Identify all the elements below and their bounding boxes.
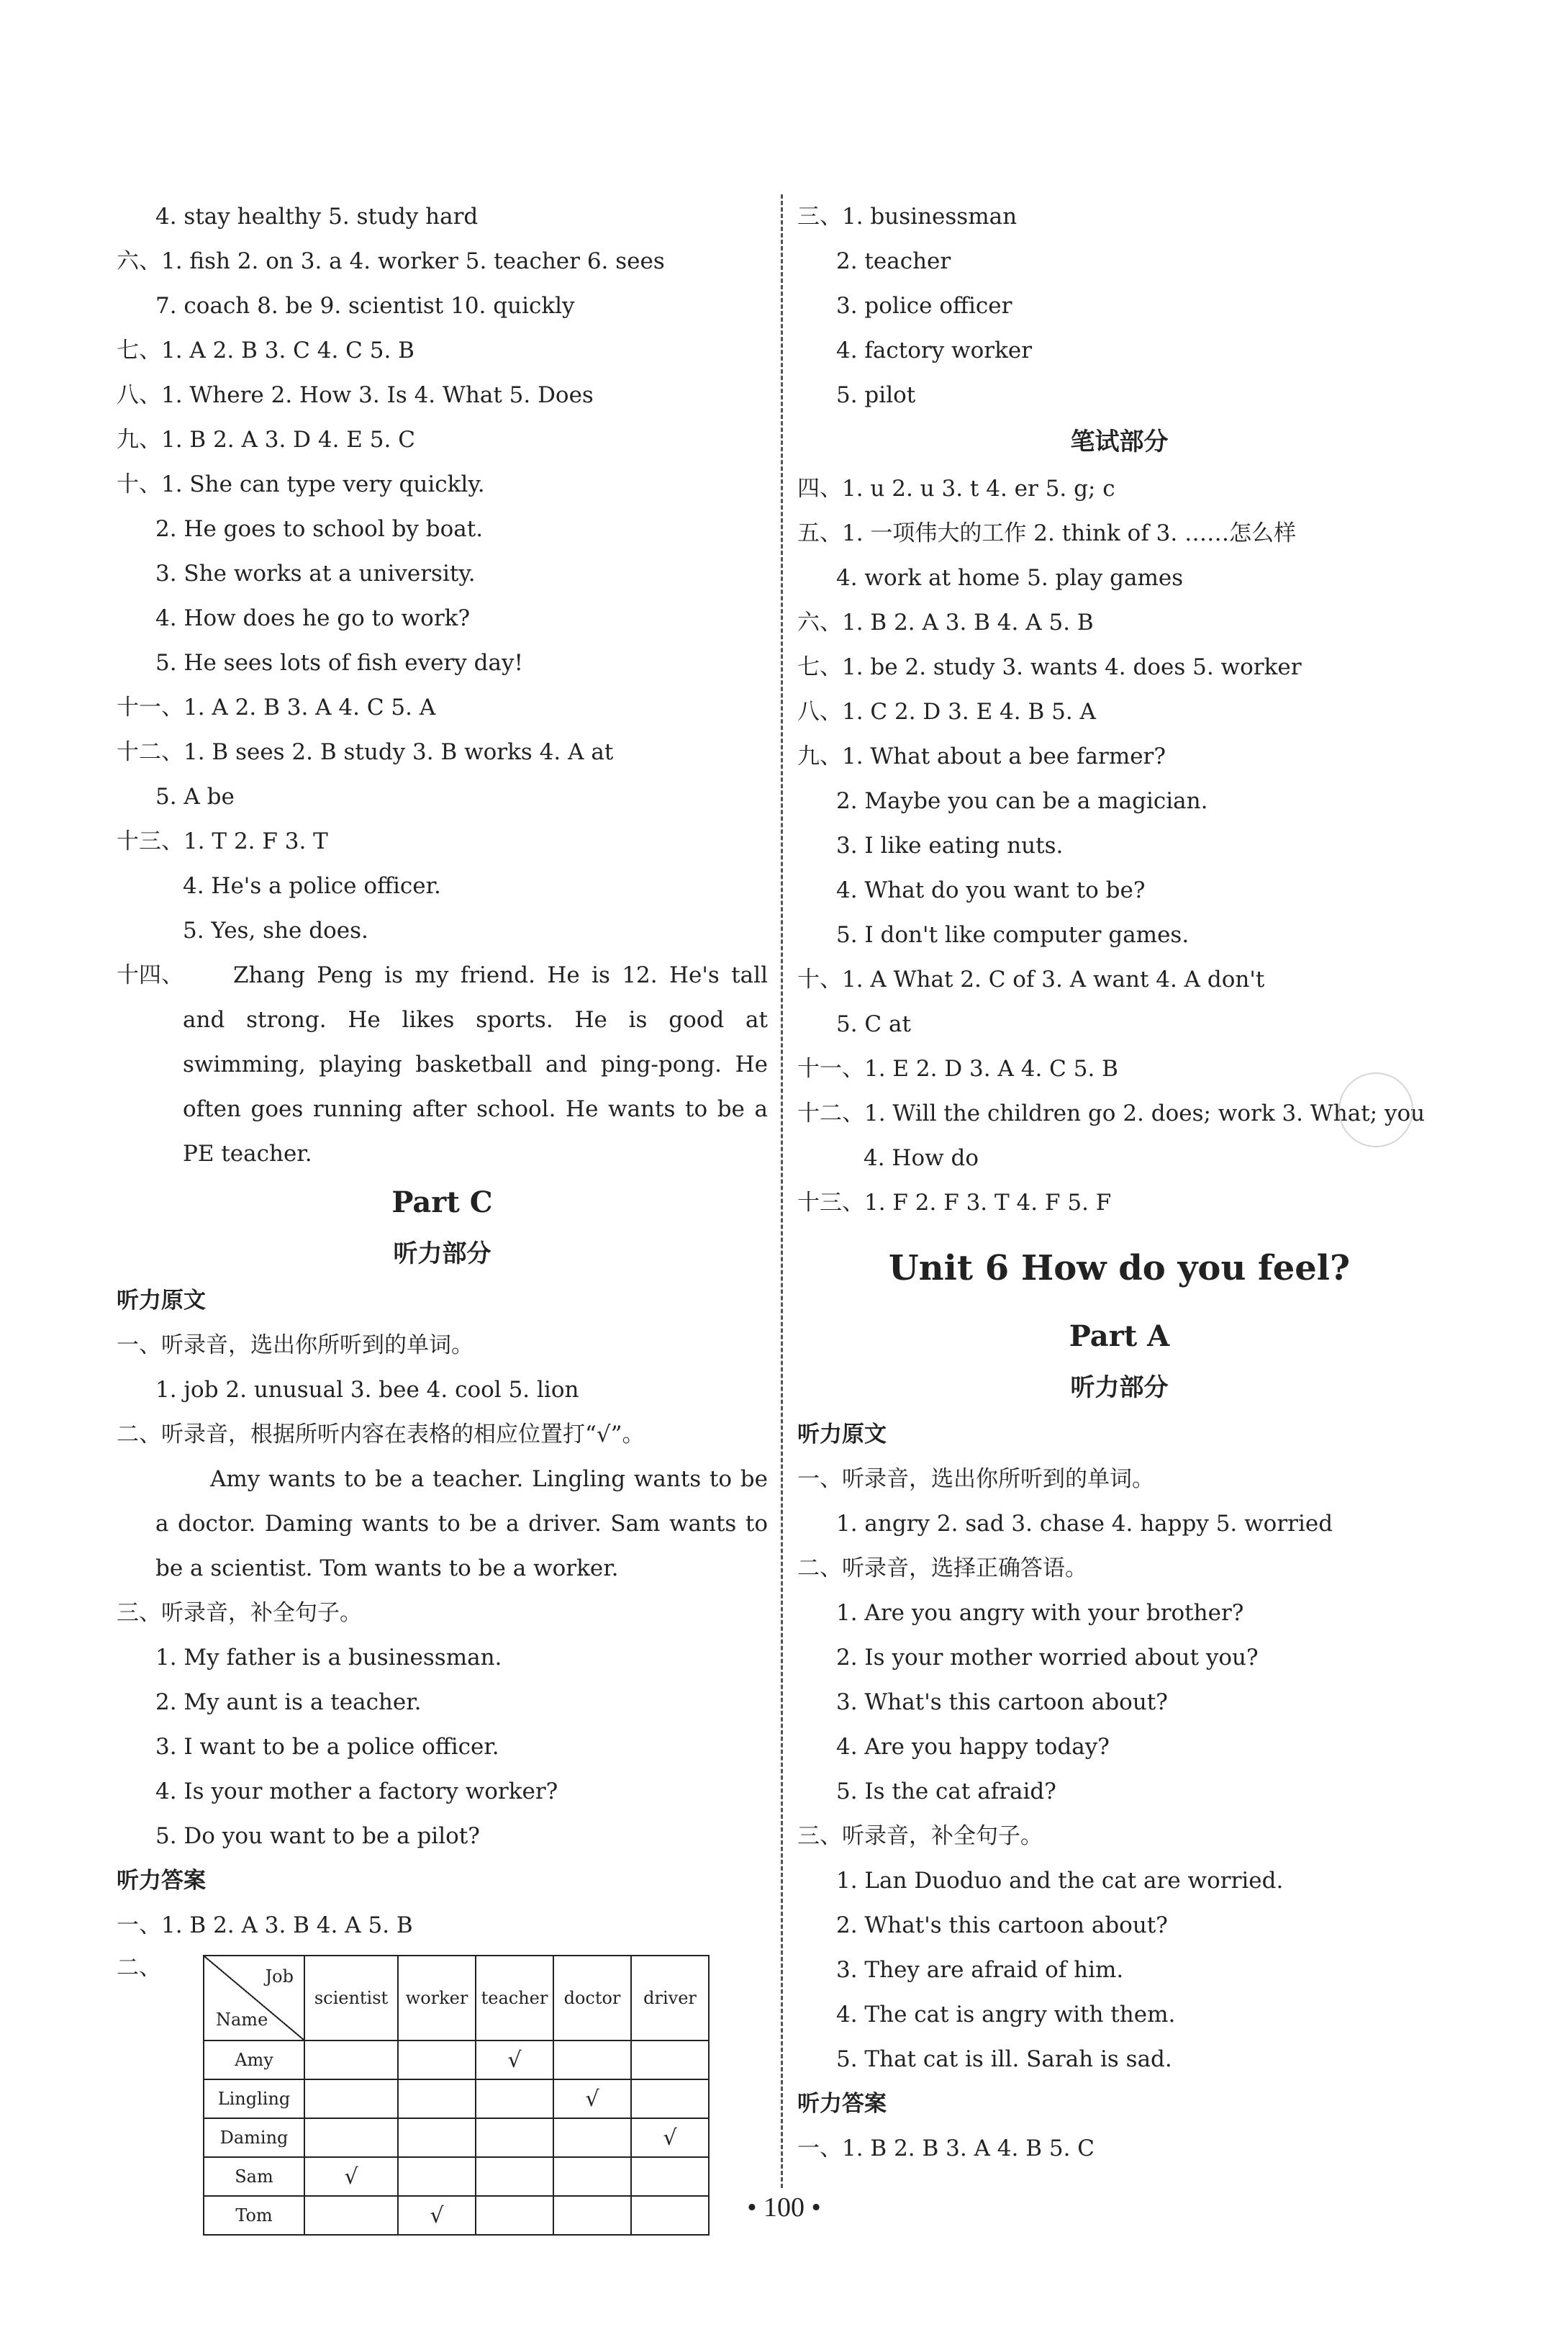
q2-title: 二、听录音，根据所听内容在表格的相应位置打“√”。 <box>117 1422 645 1447</box>
corner-job-label: Job <box>265 1966 294 1987</box>
transcript-title-right: 听力原文 <box>797 1422 887 1447</box>
transcript-title: 听力原文 <box>117 1288 206 1314</box>
empty-cell <box>631 2041 709 2079</box>
answer-line: 4. stay healthy 5. study hard <box>155 204 479 230</box>
answer-line: 5. C at <box>836 1011 911 1037</box>
right-column <box>797 194 1441 2171</box>
r-q1-words: 1. angry 2. sad 3. chase 4. happy 5. worried <box>836 1511 1333 1537</box>
empty-cell <box>398 2079 476 2118</box>
answer-line: 三、1. businessman <box>797 204 1018 230</box>
table-label: 二、 <box>117 1955 161 1981</box>
empty-cell <box>476 2157 553 2196</box>
answers-title-right: 听力答案 <box>797 2091 887 2117</box>
answer-line: 十一、1. A 2. B 3. A 4. C 5. A <box>117 695 436 720</box>
list-item: 4. The cat is angry with them. <box>836 2002 1176 2028</box>
answer-line: 4. How does he go to work? <box>155 605 471 631</box>
column-divider <box>781 194 783 2188</box>
check-mark-cell: √ <box>553 2079 631 2118</box>
page-number: • 100 • <box>747 2192 821 2223</box>
row-name: Sam <box>204 2157 304 2196</box>
essay-block <box>117 953 768 1176</box>
homework-stamp-icon <box>1338 1072 1413 1147</box>
list-item: 4. Are you happy today? <box>836 1734 1110 1760</box>
list-item: 3. What's this cartoon about? <box>836 1689 1168 1715</box>
row-name: Tom <box>204 2196 304 2235</box>
empty-cell <box>398 2118 476 2157</box>
q2-text: Amy wants to be a teacher. Lingling wants to be a doctor. Daming wants to be a driver. Sam wants to be a scientist. Tom wants to be a worker. <box>155 1466 768 1581</box>
table-row <box>204 2079 709 2118</box>
list-item: 1. Lan Duoduo and the cat are worried. <box>836 1868 1284 1894</box>
left-column <box>117 194 768 2250</box>
answer-line: 5. A be <box>155 784 235 810</box>
r-q2-items <box>797 1591 1441 1814</box>
part-a-heading: Part A <box>1069 1319 1170 1353</box>
answer-line: 5. pilot <box>836 382 916 408</box>
answer-line: 5. Yes, she does. <box>183 918 368 944</box>
written-heading: 笔试部分 <box>1070 428 1169 456</box>
empty-cell <box>553 2157 631 2196</box>
row-name: Daming <box>204 2118 304 2157</box>
row-name: Amy <box>204 2041 304 2079</box>
table-header-scientist: scientist <box>304 1956 398 2041</box>
r-q3-title: 三、听录音，补全句子。 <box>797 1823 1043 1849</box>
answer-line: 2. Maybe you can be a magician. <box>836 788 1208 814</box>
empty-cell <box>476 2118 553 2157</box>
empty-cell <box>304 2041 398 2079</box>
table-header-driver: driver <box>631 1956 709 2041</box>
list-item: 2. Is your mother worried about you? <box>836 1645 1259 1671</box>
list-item: 5. That cat is ill. Sarah is sad. <box>836 2046 1172 2072</box>
answer-line: 六、1. B 2. A 3. B 4. A 5. B <box>797 610 1094 636</box>
check-mark-cell: √ <box>398 2196 476 2235</box>
answers-q1: 一、1. B 2. A 3. B 4. A 5. B <box>117 1912 413 1938</box>
empty-cell <box>553 2118 631 2157</box>
empty-cell <box>398 2041 476 2079</box>
listening-heading-right: 听力部分 <box>1070 1373 1169 1402</box>
answer-line: 4. He's a police officer. <box>183 873 441 899</box>
list-item: 5. Do you want to be a pilot? <box>155 1823 480 1849</box>
answer-line: 八、1. C 2. D 3. E 4. B 5. A <box>797 699 1096 725</box>
list-item: 3. I want to be a police officer. <box>155 1734 499 1760</box>
answer-line: 七、1. A 2. B 3. C 4. C 5. B <box>117 338 414 363</box>
r-q2-title: 二、听录音，选择正确答语。 <box>797 1555 1087 1581</box>
table-row <box>204 2118 709 2157</box>
empty-cell <box>631 2157 709 2196</box>
table-row <box>204 2041 709 2079</box>
r-q1-title: 一、听录音，选出你所听到的单词。 <box>797 1466 1154 1492</box>
answer-line: 4. factory worker <box>836 338 1033 363</box>
answer-line: 四、1. u 2. u 3. t 4. er 5. g; c <box>797 476 1115 502</box>
list-item: 4. Is your mother a factory worker? <box>155 1779 558 1804</box>
check-mark-cell: √ <box>304 2157 398 2196</box>
answer-line: 十、1. A What 2. C of 3. A want 4. A don't <box>797 967 1265 993</box>
empty-cell <box>304 2118 398 2157</box>
answer-line: 4. What do you want to be? <box>836 877 1146 903</box>
list-item: 1. Are you angry with your brother? <box>836 1600 1244 1626</box>
empty-cell <box>304 2079 398 2118</box>
answer-line: 3. She works at a university. <box>155 561 476 587</box>
empty-cell <box>398 2157 476 2196</box>
check-mark-cell: √ <box>476 2041 553 2079</box>
essay-label: 十四、 <box>117 962 183 988</box>
answer-line: 3. I like eating nuts. <box>836 833 1064 859</box>
list-item: 2. My aunt is a teacher. <box>155 1689 422 1715</box>
left-answer-lines <box>117 194 768 953</box>
listening-heading: 听力部分 <box>393 1239 491 1268</box>
answer-line: 十二、1. Will the children go 2. does; work 3. What; you <box>797 1101 1426 1126</box>
answer-line: 五、1. 一项伟大的工作 2. think of 3. ……怎么样 <box>797 520 1297 546</box>
corner-name-label: Name <box>216 2010 268 2030</box>
answer-line: 十一、1. E 2. D 3. A 4. C 5. B <box>797 1056 1118 1082</box>
unit-title: Unit 6 How do you feel? <box>888 1248 1351 1288</box>
answer-line: 2. teacher <box>836 248 951 274</box>
empty-cell <box>631 2079 709 2118</box>
table-header-teacher: teacher <box>476 1956 553 2041</box>
answer-line: 七、1. be 2. study 3. wants 4. does 5. worker <box>797 654 1302 680</box>
r-answers-q1: 一、1. B 2. B 3. A 4. B 5. C <box>797 2136 1095 2161</box>
part-c-heading: Part C <box>391 1185 493 1219</box>
table-header-worker: worker <box>398 1956 476 2041</box>
list-item: 2. What's this cartoon about? <box>836 1912 1168 1938</box>
answers-title: 听力答案 <box>117 1868 206 1894</box>
essay-text: Zhang Peng is my friend. He is 12. He's tall and strong. He likes sports. He is good at swimming, playing basketball and ping-pong. He often goes running after school. He wants to be a PE teacher. <box>183 962 768 1167</box>
q1-words: 1. job 2. unusual 3. bee 4. cool 5. lion <box>155 1377 579 1403</box>
r-q3-items <box>797 1858 1441 2082</box>
answer-line: 2. He goes to school by boat. <box>155 516 484 542</box>
table-row <box>204 2157 709 2196</box>
answer-line: 十三、1. F 2. F 3. T 4. F 5. F <box>797 1190 1112 1216</box>
answer-line: 5. I don't like computer games. <box>836 922 1189 948</box>
list-item: 5. Is the cat afraid? <box>836 1779 1056 1804</box>
answer-line: 六、1. fish 2. on 3. a 4. worker 5. teacher 6. sees <box>117 248 665 274</box>
empty-cell <box>476 2079 553 2118</box>
answer-line: 3. police officer <box>836 293 1012 319</box>
answer-line: 九、1. What about a bee farmer? <box>797 744 1166 769</box>
answer-line: 4. How do <box>864 1145 979 1171</box>
answer-line: 八、1. Where 2. How 3. Is 4. What 5. Does <box>117 382 594 408</box>
answer-line: 十二、1. B sees 2. B study 3. B works 4. A at <box>117 739 614 765</box>
answer-line: 十三、1. T 2. F 3. T <box>117 828 328 854</box>
table-corner-cell <box>204 1956 304 2041</box>
q3-items <box>117 1635 768 1858</box>
q1-title: 一、听录音，选出你所听到的单词。 <box>117 1332 473 1358</box>
list-item: 3. They are afraid of him. <box>836 1957 1124 1983</box>
check-mark-cell: √ <box>631 2118 709 2157</box>
answer-line: 5. He sees lots of fish every day! <box>155 650 523 676</box>
right-answer-lines-top <box>797 194 1441 417</box>
answer-line: 十、1. She can type very quickly. <box>117 471 485 497</box>
list-item: 1. My father is a businessman. <box>155 1645 502 1671</box>
answer-line: 4. work at home 5. play games <box>836 565 1184 591</box>
table-header-doctor: doctor <box>553 1956 631 2041</box>
answer-line: 7. coach 8. be 9. scientist 10. quickly <box>155 293 575 319</box>
row-name: Lingling <box>204 2079 304 2118</box>
empty-cell <box>553 2041 631 2079</box>
answer-line: 九、1. B 2. A 3. D 4. E 5. C <box>117 427 415 453</box>
q3-title: 三、听录音，补全句子。 <box>117 1600 362 1626</box>
